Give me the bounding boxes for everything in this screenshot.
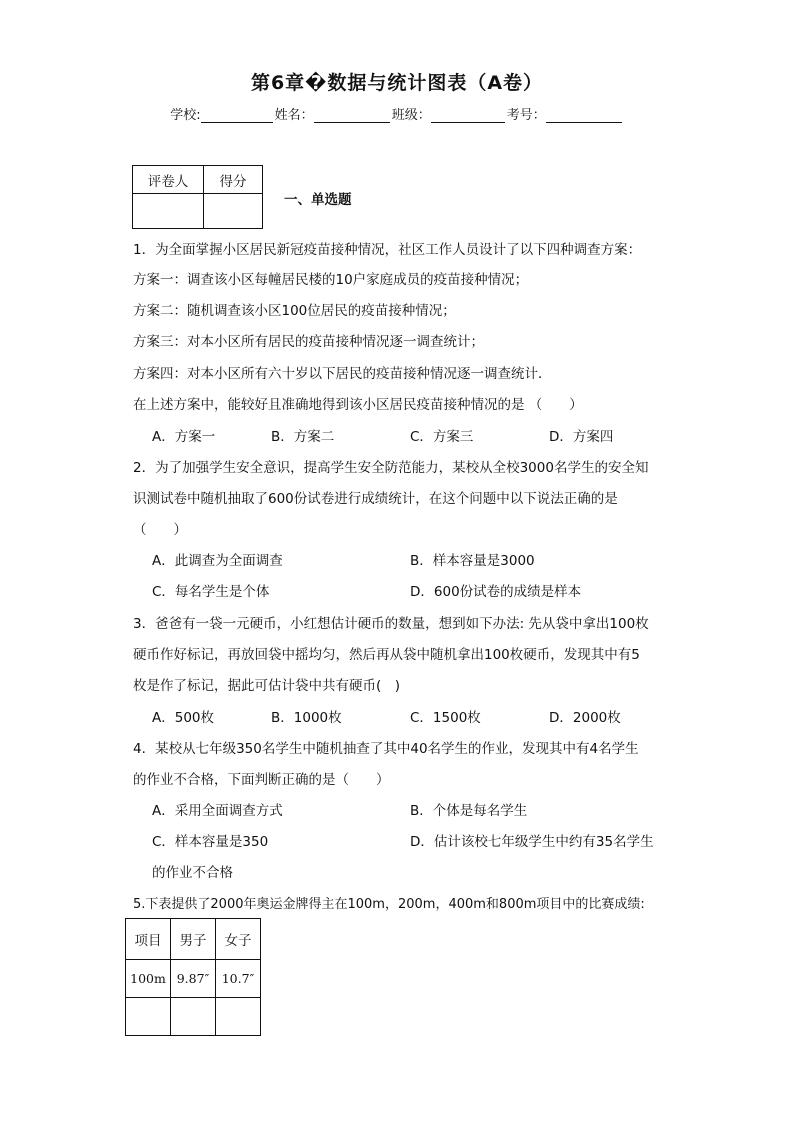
exam-number-blank[interactable] (546, 107, 622, 123)
q3-option-b[interactable]: B．1000枚 (271, 710, 342, 726)
q3-option-d[interactable]: D．2000枚 (549, 710, 621, 726)
q1-plan1: 方案一：调查该小区每幢居民楼的10户家庭成员的疫苗接种情况； (133, 272, 529, 288)
q1-option-b[interactable]: B．方案二 (271, 429, 335, 445)
school-label: 学校: (170, 108, 201, 123)
table-header-women: 女子 (216, 919, 261, 960)
score-cell[interactable] (204, 194, 263, 229)
grader-cell[interactable] (133, 194, 204, 229)
q1-option-a[interactable]: A．方案一 (152, 429, 216, 445)
q2-line3: （ ） (133, 522, 187, 538)
q1-question: 在上述方案中，能较好且准确地得到该小区居民疫苗接种情况的是 （ ） (133, 397, 583, 413)
score-header: 得分 (204, 166, 263, 194)
school-blank[interactable] (201, 107, 273, 123)
q2-option-c[interactable]: C．每名学生是个体 (152, 584, 270, 600)
q2-line2: 识测试卷中随机抽取了600份试卷进行成绩统计，在这个问题中以下说法正确的是 (133, 491, 618, 507)
q3-option-a[interactable]: A．500枚 (152, 710, 215, 726)
page-title: 第6章�数据与统计图表（A卷） (250, 72, 544, 94)
q4-line2: 的作业不合格，下面判断正确的是（ ） (133, 772, 390, 788)
q3-line1: 3．爸爸有一袋一元硬币，小红想估计硬币的数量，想到如下办法: 先从袋中拿出100枚 (133, 616, 649, 632)
q4-option-b[interactable]: B．个体是每名学生 (410, 803, 528, 819)
student-info-line (0, 104, 794, 123)
grader-header: 评卷人 (133, 166, 204, 194)
table-cell-empty (216, 998, 261, 1036)
table-header-event: 项目 (126, 919, 171, 960)
q1-option-d[interactable]: D．方案四 (549, 429, 614, 445)
q3-option-c[interactable]: C．1500枚 (410, 710, 481, 726)
table-cell-event: 100m (126, 960, 171, 998)
section-title: 一、单选题 (284, 192, 352, 208)
q1-stem: 1．为全面掌握小区居民新冠疫苗接种情况，社区工作人员设计了以下四种调查方案： (133, 242, 642, 258)
q2-option-d[interactable]: D．600份试卷的成绩是样本 (410, 584, 582, 600)
q1-option-c[interactable]: C．方案三 (410, 429, 474, 445)
q2-line1: 2．为了加强学生安全意识，提高学生安全防范能力，某校从全校3000名学生的安全知 (133, 460, 649, 476)
table-cell-empty (126, 998, 171, 1036)
q4-option-d-continued: 的作业不合格 (152, 865, 233, 881)
grader-score-table (132, 165, 263, 229)
q4-option-d[interactable]: D．估计该校七年级学生中约有35名学生 (410, 834, 654, 850)
q2-option-b[interactable]: B．样本容量是3000 (410, 553, 535, 569)
class-blank[interactable] (431, 107, 505, 123)
medal-results-table (125, 918, 261, 1036)
table-cell-men: 9.87″ (171, 960, 216, 998)
q1-plan3: 方案三：对本小区所有居民的疫苗接种情况逐一调查统计； (133, 334, 484, 350)
q3-line3: 枚是作了标记，据此可估计袋中共有硬币( ) (133, 678, 401, 694)
q3-line2: 硬币作好标记，再放回袋中摇均匀，然后再从袋中随机拿出100枚硬币，发现其中有5 (133, 647, 640, 663)
exam-number-label: 考号： (506, 108, 546, 123)
q5-line1: 5.下表提供了2000年奥运金牌得主在100m，200m，400m和800m项目中的比赛成绩: (133, 897, 645, 912)
table-cell-women: 10.7″ (216, 960, 261, 998)
q1-plan4: 方案四：对本小区所有六十岁以下居民的疫苗接种情况逐一调查统计． (133, 366, 552, 382)
name-label: 姓名： (274, 108, 314, 123)
q4-line1: 4．某校从七年级350名学生中随机抽查了其中40名学生的作业，发现其中有4名学生 (133, 741, 639, 757)
q4-option-a[interactable]: A．采用全面调查方式 (152, 803, 283, 819)
q1-plan2: 方案二：随机调查该小区100位居民的疫苗接种情况； (133, 303, 456, 319)
class-label: 班级： (391, 108, 431, 123)
q4-option-c[interactable]: C．样本容量是350 (152, 834, 269, 850)
name-blank[interactable] (314, 107, 390, 123)
table-cell-empty (171, 998, 216, 1036)
table-header-men: 男子 (171, 919, 216, 960)
q2-option-a[interactable]: A．此调查为全面调查 (152, 553, 283, 569)
